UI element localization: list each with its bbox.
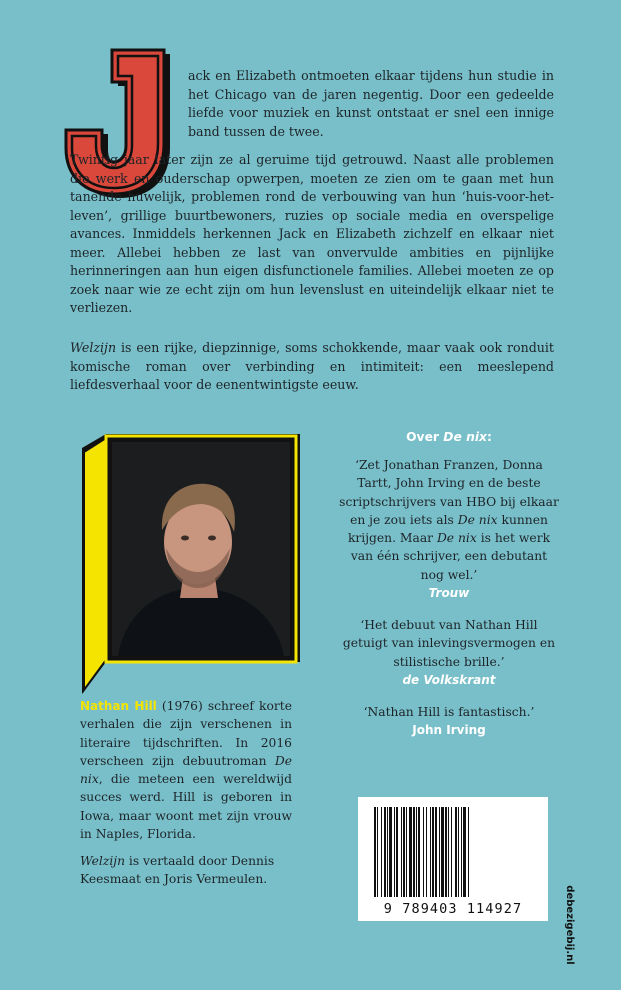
- author-name: Nathan Hill: [80, 699, 157, 713]
- isbn-number: 9 789403 114927: [383, 901, 523, 917]
- barcode-bar: [461, 807, 462, 897]
- quote-irving: ‘Nathan Hill is fantastisch.’: [363, 704, 535, 719]
- barcode-bar: [458, 807, 459, 897]
- blurb-paragraph-3: [70, 339, 554, 395]
- blurb-paragraph-2: Twintig jaar later zijn ze al geruime tijd getrouwd. Naast alle problemen die werk en ouderschap opwerpen, moeten ze zien om te gaan met hun tanende huwelijk, problemen rond de verbouwing van hun ‘huis-voor-het-leven’, grillige buurtbewoners, ruzies op sociale media en overspelige avances. Inmiddels herkennen Jack en Elizabeth zichzelf en elkaar niet meer. Allebei hebben ze last van onvervulde ambities en pijnlijke herinneringen aan hun eigen disfunctionele families. Allebei moeten ze op zoek naar wie ze echt zijn om hun levenslust en uiteindelijk elkaar niet te verliezen.: [70, 152, 554, 315]
- barcode-bar: [416, 807, 417, 897]
- blurb-paragraph-3-text: is een rijke, diepzinnige, soms schokkende, maar vaak ook ronduit komische roman over verbinding en intimiteit: een meeslepend liefdesverhaal voor de eenentwintigste eeuw.: [70, 340, 554, 392]
- barcode-bar: [401, 807, 402, 897]
- quotes-heading-prefix: Over: [406, 430, 444, 444]
- barcode-bar: [463, 807, 466, 897]
- publisher-url: debezigebij.nl: [564, 885, 575, 965]
- barcode-bar: [448, 807, 449, 897]
- barcode-bar: [430, 807, 431, 897]
- blurb-paragraph-1: ack en Elizabeth ontmoeten elkaar tijdens hun studie in het Chicago van de jaren negentig. Door een gedeelde liefde voor muziek en kunst ontstaat er snel een innige band tussen de twee.: [188, 68, 554, 139]
- quote-source-trouw: Trouw: [428, 586, 470, 601]
- barcode-bar: [451, 807, 452, 897]
- author-photo-frame: [78, 432, 300, 712]
- barcode-bar: [439, 807, 440, 897]
- barcode-bar: [468, 807, 469, 897]
- translation-book-title: Welzijn: [80, 854, 125, 868]
- barcode-bar: [389, 807, 392, 897]
- barcode-bar: [435, 807, 437, 897]
- barcode-bar: [441, 807, 444, 897]
- barcode-bar: [445, 807, 447, 897]
- barcode-bar: [384, 807, 386, 897]
- author-bio: [80, 697, 292, 843]
- quote-trouw-part-c: is het werk van één schrijver, een debutant nog wel.’: [350, 531, 551, 582]
- barcode-bar: [374, 807, 376, 897]
- author-bio-end: , die meteen een wereldwijd succes werd. Hill is geboren in Iowa, maar woont met zijn vrouw in Naples, Florida.: [80, 772, 292, 842]
- translation-text: is vertaald door Dennis Keesmaat en Joris Vermeulen.: [80, 854, 275, 887]
- quote-trouw: [338, 456, 560, 584]
- quotes-heading: [338, 430, 560, 444]
- quote-trouw-title: De nix: [457, 512, 498, 527]
- quote-trouw-part-b: kunnen krijgen. Maar: [347, 512, 548, 546]
- quotes-heading-title: De nix: [443, 430, 487, 444]
- barcode-bar: [418, 807, 420, 897]
- barcode-bar: [426, 807, 427, 897]
- quotes-heading-suffix: :: [486, 430, 492, 444]
- barcode-bar: [403, 807, 405, 897]
- quote-source-volkskrant: de Volkskrant: [402, 672, 496, 687]
- barcode-bar: [432, 807, 434, 897]
- isbn-barcode: [358, 797, 548, 921]
- barcode-bar: [396, 807, 398, 897]
- barcode-bar: [455, 807, 457, 897]
- barcode-bar: [394, 807, 395, 897]
- barcode-bar: [406, 807, 407, 897]
- debut-title: De nix: [80, 753, 292, 787]
- barcode-bar: [409, 807, 412, 897]
- barcode-bar: [423, 807, 424, 897]
- barcode-bar: [381, 807, 382, 897]
- barcode-bar: [387, 807, 388, 897]
- translation-credit: [80, 852, 310, 889]
- barcode-bar: [377, 807, 378, 897]
- book-title: Welzijn: [70, 340, 117, 355]
- quote-source-irving: John Irving: [412, 723, 486, 738]
- quote-trouw-title-2: De nix: [436, 531, 477, 546]
- barcode-bar: [413, 807, 415, 897]
- quote-volkskrant: ‘Het debuut van Nathan Hill getuigt van inlevingsvermogen en stilistische brille.’: [342, 618, 556, 669]
- author-bio-text: (1976) schreef korte verhalen die zijn verschenen in literaire tijdschriften. In 2016 verscheen zijn debuutroman: [80, 699, 292, 768]
- quote-trouw-part-a: ‘Zet Jonathan Franzen, Donna Tartt, John Irving en de beste scriptschrijvers van HBO bij elkaar en je zou iets als: [339, 458, 559, 527]
- review-quotes: [338, 430, 560, 753]
